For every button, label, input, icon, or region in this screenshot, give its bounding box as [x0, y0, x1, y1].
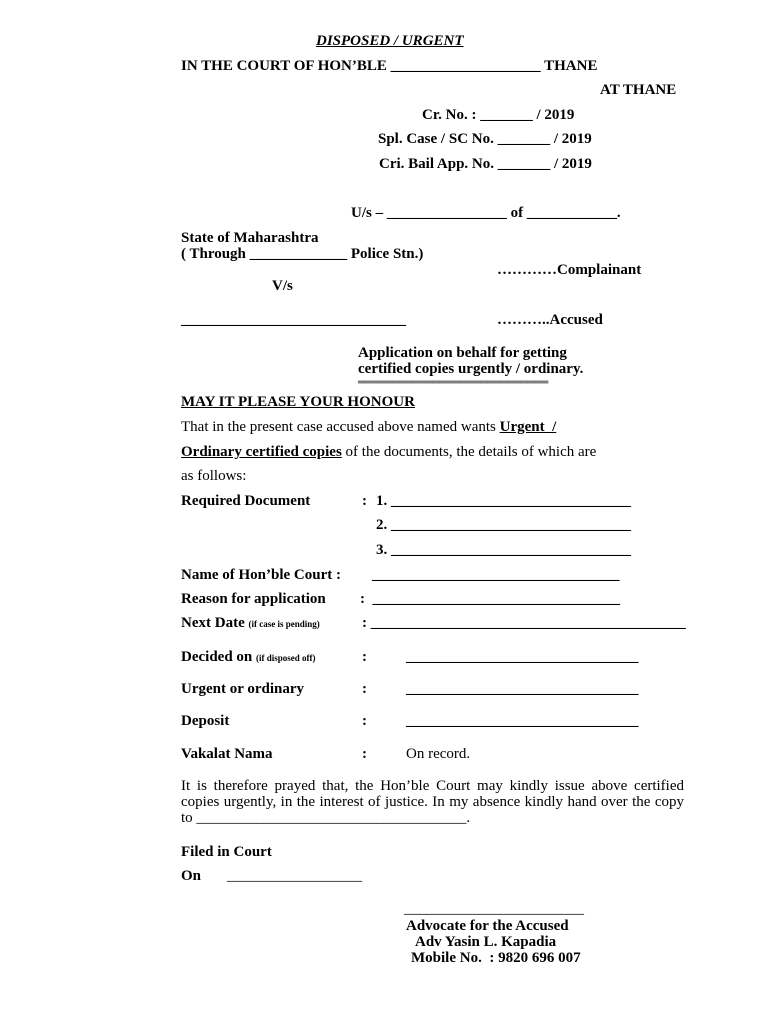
decided-on-label [181, 648, 316, 667]
application-title-line2: certified copies urgently / ordinary. [358, 361, 584, 377]
para-line2 [181, 443, 596, 461]
versus-label: V/s [272, 278, 293, 294]
bail-application-number: Cri. Bail App. No. _______ / 2019 [379, 156, 592, 172]
prayer-paragraph: It is therefore prayed that, the Hon’ble Court may kindly issue above certified copies urgently, in the interest of justice. In my absence kindly hand over the copy to ____________________________________. [181, 778, 684, 826]
court-line: IN THE COURT OF HON’BLE ____________________ THANE [181, 58, 598, 74]
salutation: MAY IT PLEASE YOUR HONOUR [181, 394, 415, 410]
decided-on-blank: _______________________________ [406, 649, 639, 665]
decided-on-note: (if disposed off) [256, 653, 316, 663]
reason-label: Reason for application [181, 591, 326, 607]
filed-in-court-label: Filed in Court [181, 844, 272, 860]
application-title-line1: Application on behalf for getting [358, 345, 567, 361]
required-document-label: Required Document [181, 493, 311, 509]
decided-on-colon: : [362, 649, 367, 665]
next-date-label [181, 614, 320, 633]
filed-on-blank: __________________ [227, 868, 362, 884]
next-date-blank: : __________________________________________ [362, 615, 686, 631]
signature-line: ________________________ [404, 901, 584, 917]
cr-number: Cr. No. : _______ / 2019 [422, 107, 575, 123]
advocate-mobile: Mobile No. : 9820 696 007 [411, 950, 581, 966]
under-section-line: U/s – ________________ of ____________. [351, 205, 621, 221]
required-document-colon: : [362, 493, 367, 509]
vakalat-nama-label: Vakalat Nama [181, 746, 273, 762]
para-text: That in the present case accused above named wants [181, 419, 500, 435]
party-state: State of Maharashtra [181, 230, 319, 246]
accused-label: ………..Accused [497, 312, 603, 328]
deposit-blank: _______________________________ [406, 713, 639, 729]
vakalat-nama-value: On record. [406, 746, 471, 762]
court-name-blank: _________________________________ [372, 567, 620, 583]
para-text: of the documents, the details of which are [341, 444, 597, 460]
urgent-or-ordinary-blank: _______________________________ [406, 681, 639, 697]
deposit-label: Deposit [181, 713, 230, 729]
status-heading: DISPOSED / URGENT [316, 33, 464, 49]
party-through-police: ( Through _____________ Police Stn.) [181, 246, 424, 262]
advocate-name: Adv Yasin L. Kapadia [415, 934, 557, 950]
next-date-text: Next Date [181, 615, 245, 631]
special-case-number: Spl. Case / SC No. _______ / 2019 [378, 131, 592, 147]
urgent-or-ordinary-colon: : [362, 681, 367, 697]
at-thane: AT THANE [600, 82, 677, 98]
decided-on-text: Decided on [181, 649, 253, 665]
reason-blank: : _________________________________ [360, 591, 620, 607]
document-1-blank: 1. ________________________________ [376, 493, 631, 509]
document-2-blank: 2. ________________________________ [376, 517, 631, 533]
complainant-label: …………Complainant [497, 262, 642, 278]
next-date-note: (if case is pending) [248, 619, 320, 629]
deposit-colon: : [362, 713, 367, 729]
filed-on-label: On [181, 868, 202, 884]
accused-name-blank: ______________________________ [181, 312, 406, 328]
urgent-or-ordinary-label: Urgent or ordinary [181, 681, 305, 697]
para-line3: as follows: [181, 468, 247, 484]
double-rule: ════════════════════════════ [358, 377, 548, 388]
court-name-label: Name of Hon’ble Court : [181, 567, 341, 583]
document-3-blank: 3. ________________________________ [376, 542, 631, 558]
advocate-role: Advocate for the Accused [406, 918, 569, 934]
urgent-emphasis: Urgent / [499, 419, 557, 435]
ordinary-emphasis: Ordinary certified copies [181, 444, 342, 460]
para-line1 [181, 418, 556, 436]
vakalat-nama-colon: : [362, 746, 367, 762]
